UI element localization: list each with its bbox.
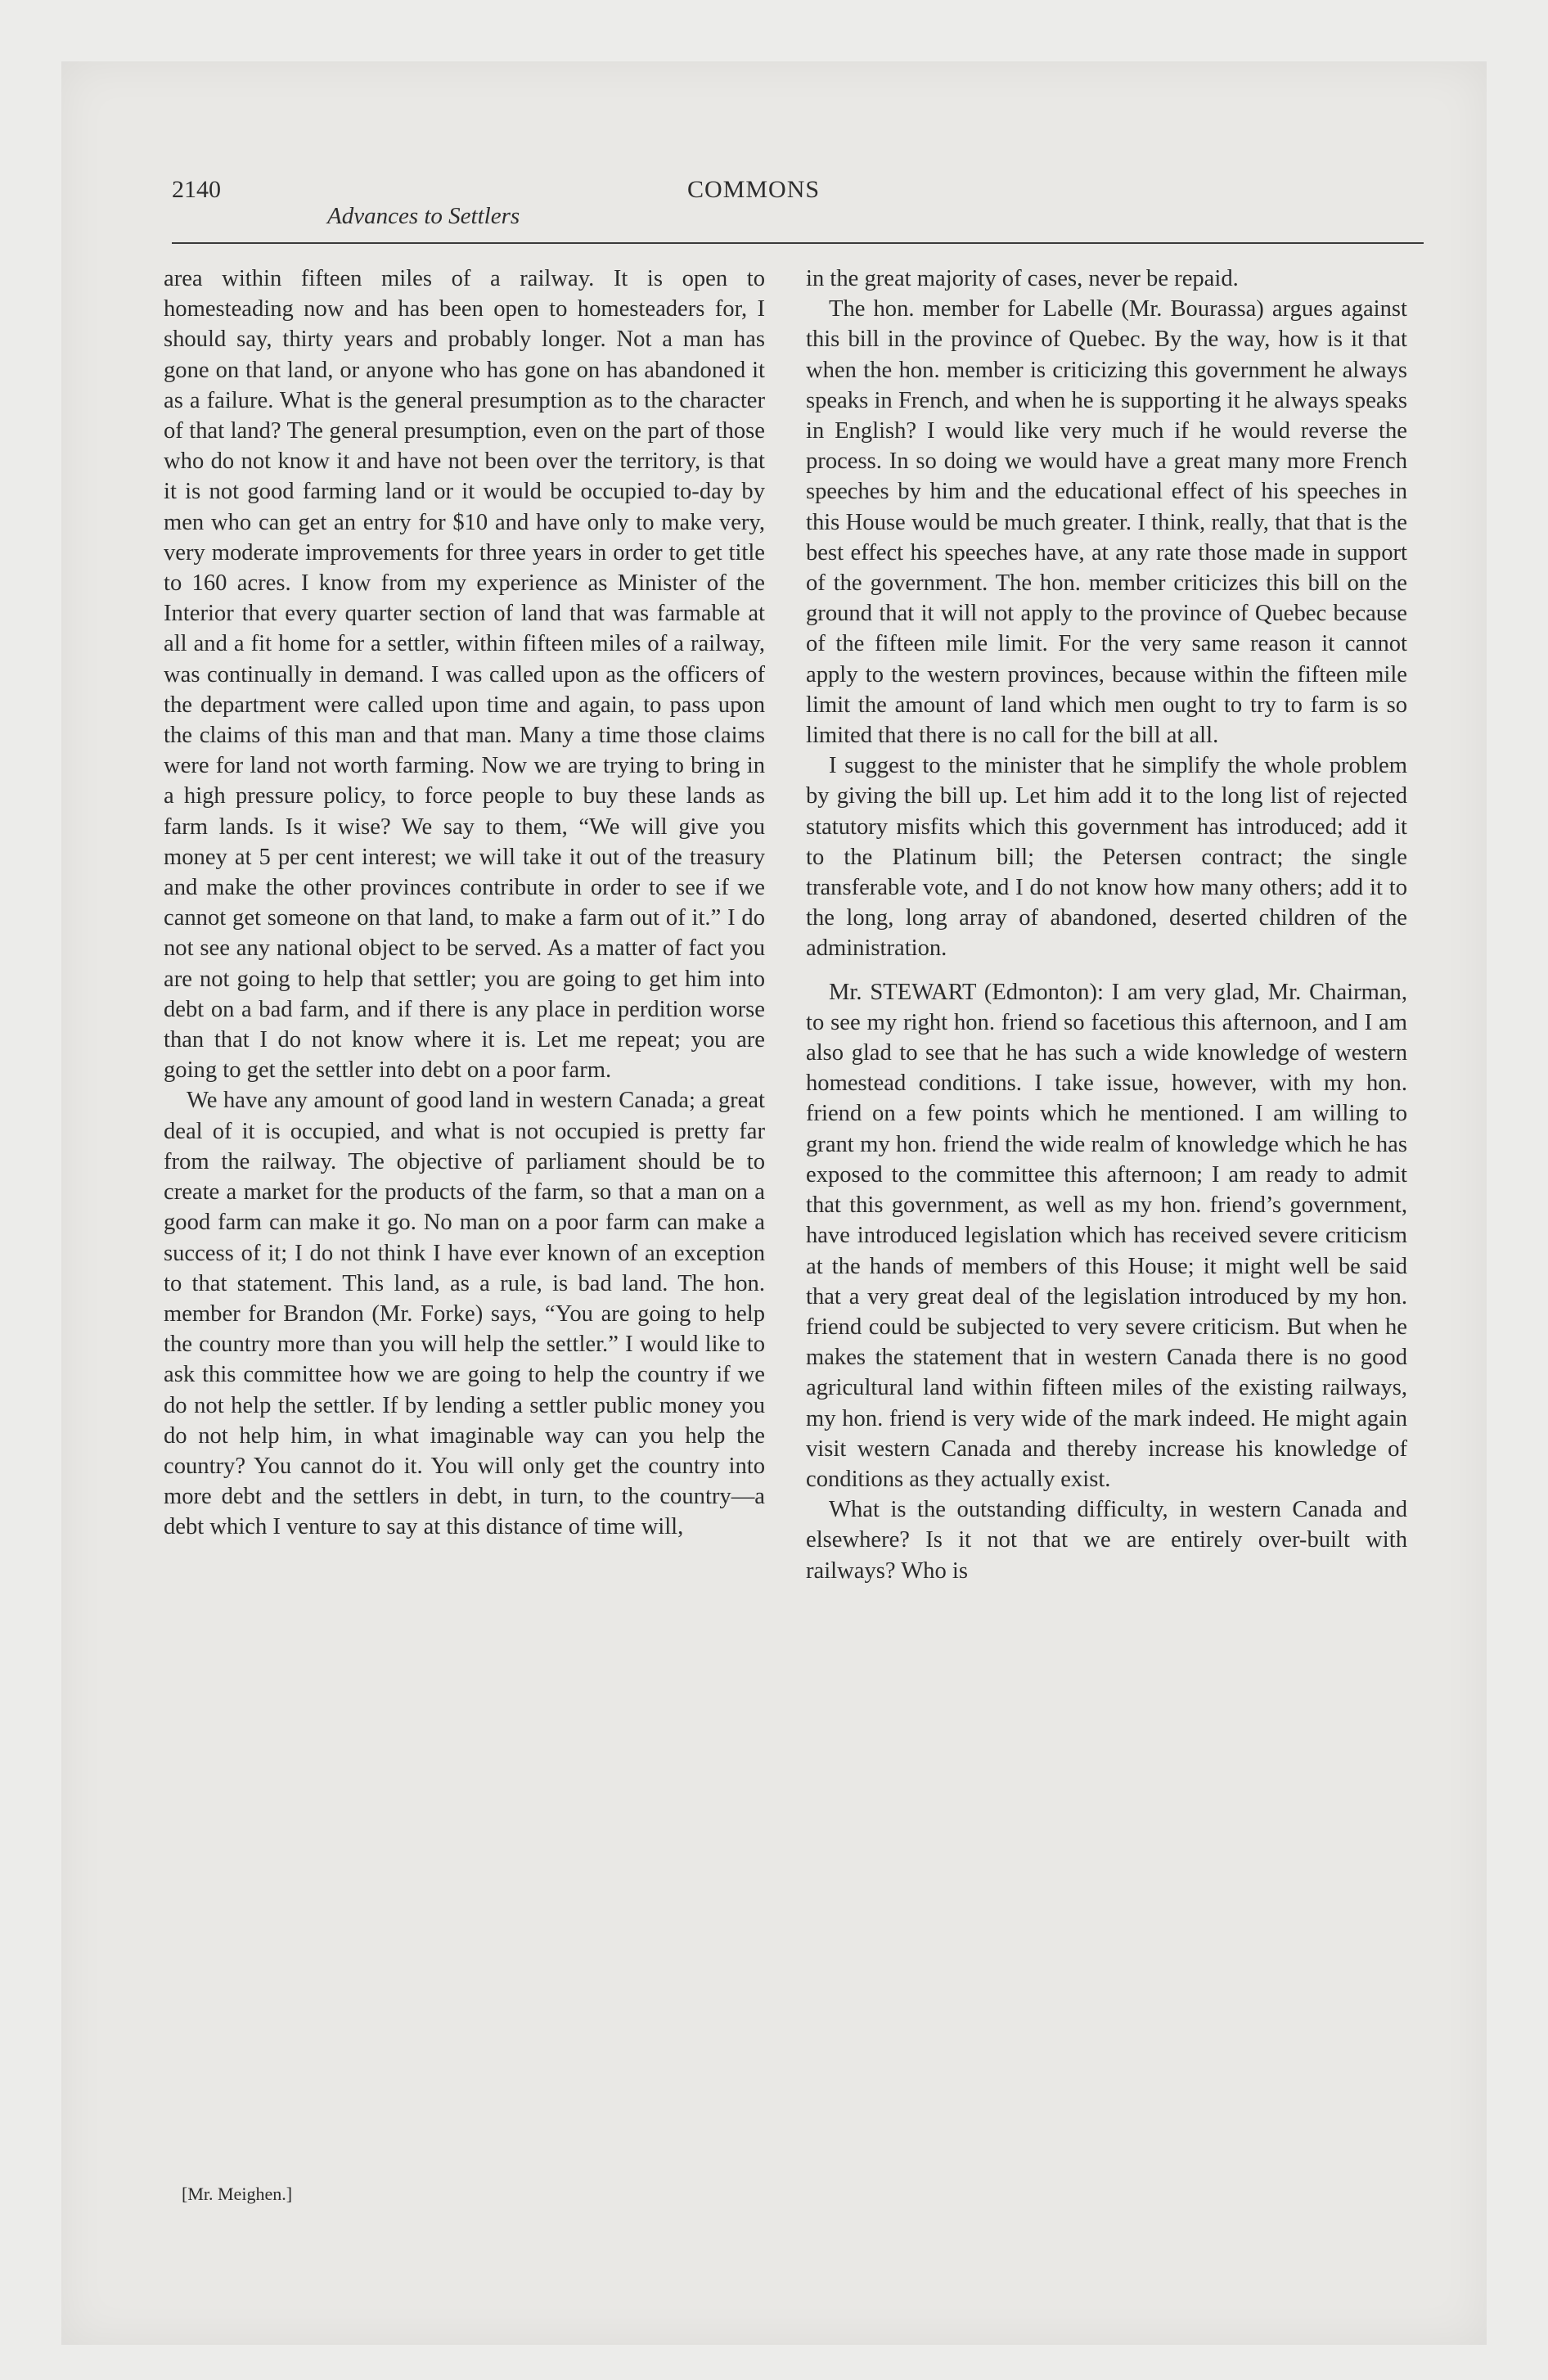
header-rule xyxy=(172,242,1424,244)
right-paragraph-4: Mr. STEWART (Edmonton): I am very glad, Mr. Chairman, to see my right hon. friend so facetious this afternoon, and I am also glad to see that he has such a wide knowledge of western homestead conditions. I take issue, however, with my hon. friend on a few points which he mentioned. I am willing to grant my hon. friend the wide realm of knowledge which he has exposed to the committee this afternoon; I am ready to admit that this government, as well as my hon. friend’s government, have introduced legislation which has received severe criticism at the hands of members of this House; it might well be said that a very great deal of the legislation introduced by my hon. friend could be subjected to very severe criticism. But when he makes the statement that in western Canada there is no good agricultural land within fifteen miles of the existing railways, my hon. friend is very wide of the mark indeed. He might again visit western Canada and thereby increase his knowledge of conditions as they actually exist. xyxy=(806,979,1407,1492)
section-title: COMMONS xyxy=(687,176,821,203)
right-paragraph-5: What is the outstanding difficulty, in western Canada and elsewhere? Is it not that we are entirely over-built with railways? Who is xyxy=(806,1497,1407,1584)
right-paragraph-2: The hon. member for Labelle (Mr. Bourassa) argues against this bill in the province of Quebec. By the way, how is it that when the hon. member is criticizing this government he always speaks in French, and when he is supporting it he always speaks in English? I would like very much if he would reverse the process. In so doing we would have a great many more French speeches by him and the educational effect of his speeches in this House would be much greater. I think, really, that that is the best effect his speeches have, at any rate those made in support of the government. The hon. member criticizes this bill on the ground that it will not apply to the province of Quebec because of the fifteen mile limit. For the very same reason it cannot apply to the western provinces, because within the fifteen mile limit the amount of land which men ought to try to farm is so limited that there is no call for the bill at all. xyxy=(806,296,1407,749)
speaker-footnote: [Mr. Meighen.] xyxy=(182,2184,293,2204)
right-paragraph-3: I suggest to the minister that he simplify the whole problem by giving the bill up. Let him add it to the long list of rejected statutory misfits which this government has introduced; add it to the Platinum bill; the Petersen contract; the single transferable vote, and I do not know how many others; add it to the long, long array of abandoned, deserted children of the administration. xyxy=(806,753,1407,962)
left-column xyxy=(164,264,765,1543)
left-paragraph-2: We have any amount of good land in western Canada; a great deal of it is occupied, and what is not occupied is pretty far from the railway. The objective of parliament should be to create a market for the products of the farm, so that a man on a good farm can make it go. No man on a poor farm can make a success of it; I do not think I have ever known of an exception to that statement. This land, as a rule, is bad land. The hon. member for Brandon (Mr. Forke) says, “You are going to help the country more than you will help the settler.” I would like to ask this committee how we are going to help the country if we do not help the settler. If by lending a settler public money you do not help him, in what imaginable way can you help the country? You cannot do it. You will only get the country into more debt and the settlers in debt, in turn, to the country—a debt which I venture to say at this distance of time will, xyxy=(164,1088,765,1540)
left-paragraph-1: area within fifteen miles of a railway. It is open to homesteading now and has been open to homesteaders for, I should say, thirty years and probably longer. Not a man has gone on that land, or anyone who has gone on has abandoned it as a failure. What is the general presumption as to the character of that land? The general presumption, even on the part of those who do not know it and have not been over the territory, is that it is not good farming land or it would be occupied to-day by men who can get an entry for $10 and have only to make very, very moderate improvements for three years in order to get title to 160 acres. I know from my experience as Minister of the Interior that every quarter section of land that was farmable at all and a fit home for a settler, within fifteen miles of a railway, was continually in demand. I was called upon as the officers of the department were called upon time and again, to pass upon the claims of this man and that man. Many a time those claims were for land not worth farming. Now we are trying to bring in a high pressure policy, to force people to buy these lands as farm lands. Is it wise? We say to them, “We will give you money at 5 per cent interest; we will take it out of the treasury and make the other provinces contribute in order to see if we cannot get someone on that land, to make a farm out of it.” I do not see any national object to be served. As a matter of fact you are not going to help that settler; you are going to get him into debt on a bad farm, and if there is any place in perdition worse than that I do not know where it is. Let me repeat; you are going to get the settler into debt on a poor farm. xyxy=(164,266,765,1084)
running-head: Advances to Settlers xyxy=(327,203,520,229)
right-column xyxy=(806,264,1407,1586)
page-number: 2140 xyxy=(172,176,221,203)
right-paragraph-1: in the great majority of cases, never be repaid. xyxy=(806,266,1239,291)
page-header xyxy=(172,164,1424,246)
